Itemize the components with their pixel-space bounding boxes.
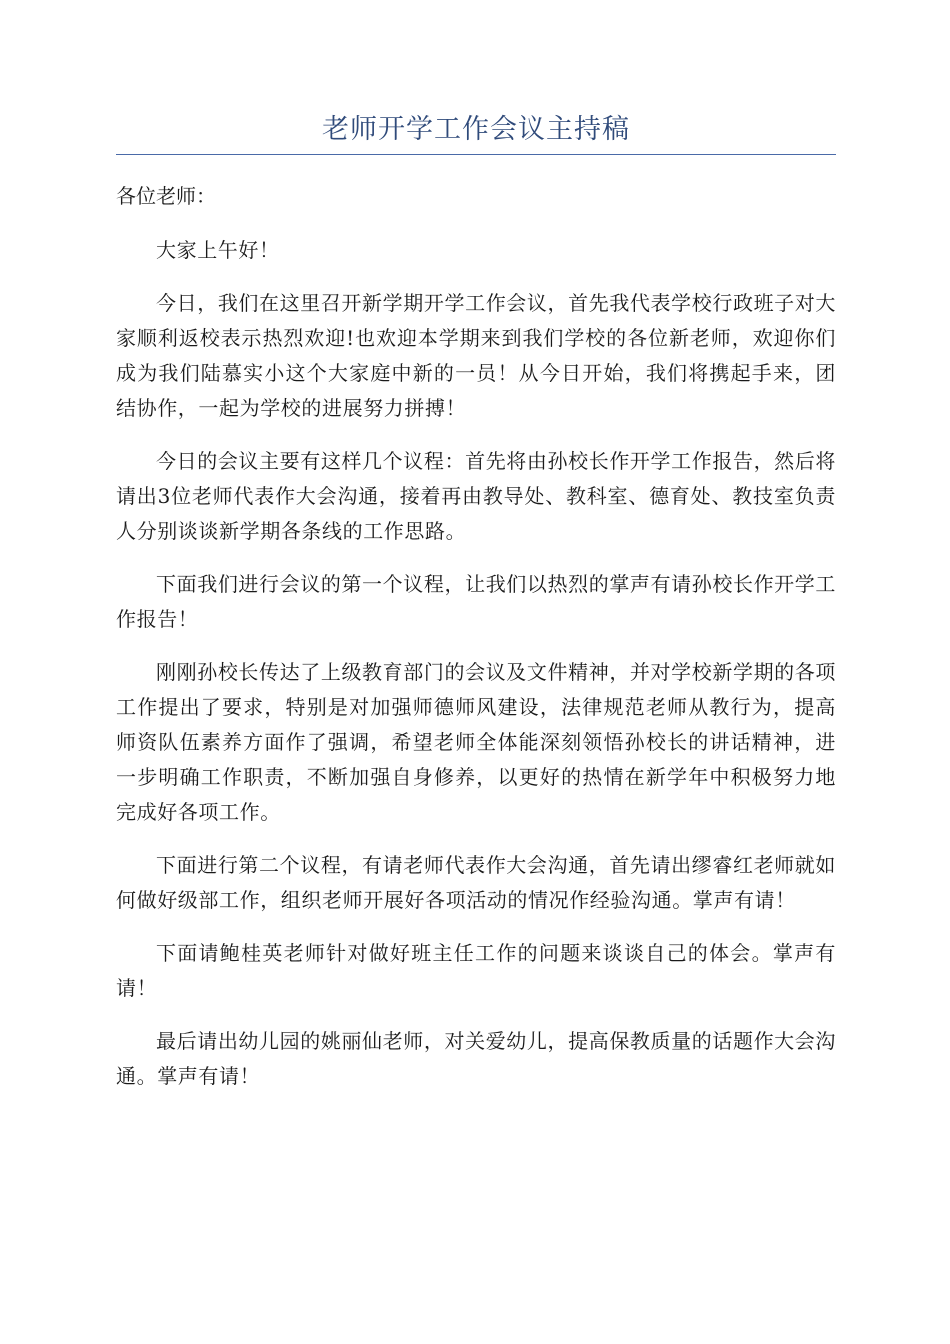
greeting: 各位老师： — [116, 184, 216, 208]
title-underline — [116, 154, 836, 155]
paragraph: 刚刚孙校长传达了上级教育部门的会议及文件精神，并对学校新学期的各项工作提出了要求，特别是对加强师德师风建设，法律规范老师从教行为，提高师资队伍素养方面作了强调，希望老师全体能深刻领悟孙校长的讲话精神，进一步明确工作职责，不断加强自身修养，以更好的热情在新学年中积极努力地完成好各项工作。 — [116, 660, 836, 824]
paragraph: 今日的会议主要有这样几个议程：首先将由孙校长作开学工作报告，然后将请出3位老师代表作大会沟通，接着再由教导处、教科室、德育处、教技室负责人分别谈谈新学期各条线的工作思路。 — [116, 449, 836, 543]
paragraph: 大家上午好！ — [156, 238, 280, 262]
paragraph: 最后请出幼儿园的姚丽仙老师，对关爱幼儿，提高保教质量的话题作大会沟通。掌声有请！ — [116, 1029, 836, 1088]
paragraph: 今日，我们在这里召开新学期开学工作会议，首先我代表学校行政班子对大家顺利返校表示热烈欢迎!也欢迎本学期来到我们学校的各位新老师，欢迎你们成为我们陆慕实小这个大家庭中新的一员！从今日开始，我们将携起手来，团结协作，一起为学校的进展努力拼搏！ — [116, 291, 836, 420]
document-page — [116, 110, 836, 1094]
paragraph: 下面我们进行会议的第一个议程，让我们以热烈的掌声有请孙校长作开学工作报告！ — [116, 572, 836, 631]
paragraph: 下面请鲍桂英老师针对做好班主任工作的问题来谈谈自己的体会。掌声有请！ — [116, 941, 836, 1000]
paragraph: 下面进行第二个议程，有请老师代表作大会沟通，首先请出缪睿红老师就如何做好级部工作，组织老师开展好各项活动的情况作经验沟通。掌声有请！ — [116, 853, 836, 912]
document-title: 老师开学工作会议主持稿 — [322, 114, 630, 145]
